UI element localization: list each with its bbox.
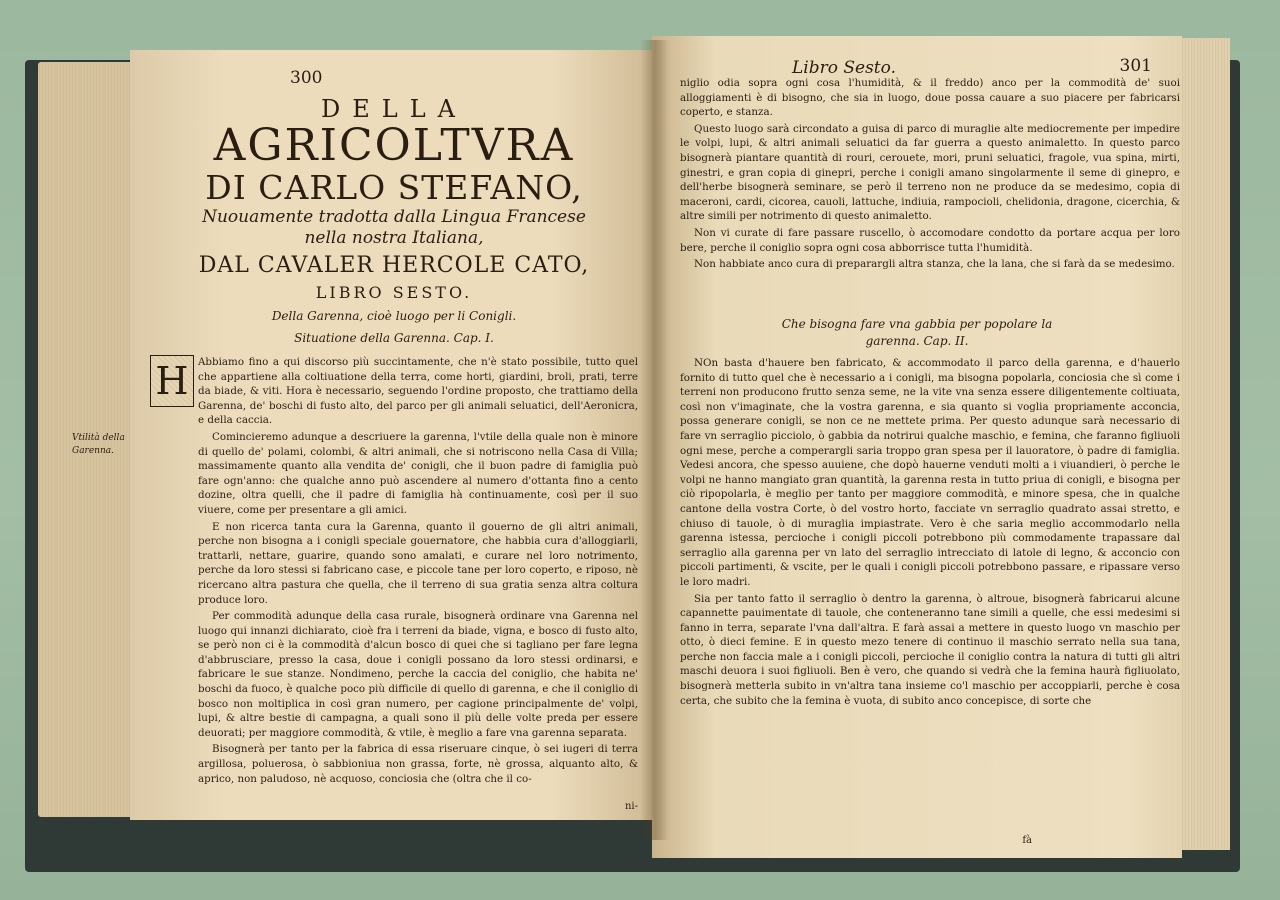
chapter-2-heading-line-1: Che bisogna fare vna gabbia per popolare la <box>781 317 1053 331</box>
title-line-1: DELLA <box>321 95 467 123</box>
paragraph: NOn basta d'hauere ben fabricato, & accommodato il parco della garenna, e d'hauerlo fornito di tutto quel che è necessario a i conigli, ma bisogna popolarla, conciosia che sì come i terreni non producono frutto senza seme, ne la vite vna senza essere diligentemente coltiuata, così non v'imaginate, che la vostra garenna, e sia quanto si voglia propriamente acconcia, possa generare conigli, se non ce ne mettete prima. Per questo adunque sarà necessario di fare vn serraglio picciolo, ò gabbia da notrirui qualche maschio, e femina, che faranno figliuoli ogni mese, perche a comperargli saria troppo gran spesa per il lauoratore, ò padre di famiglia. Vedesi ancora, che spesso auuiene, che dopò hauerne venduti molti a i viuandieri, ò perche le volpi ne hanno mangiato gran quantità, la garenna resta in tutto priua di conigli, e bisogna per ciò ripopolarla, è meglio per tanto per maggiore commodità, e minore spesa, che in qualche cantone della vostra Corte, ò del vostro horto, facciate vn serraglio quadrato assai stretto, e chiuso di tauole, ò di muraglia impiastrate. Vero è che saria meglio accommodarlo nella garenna istessa, percioche i conigli piccoli potrebbono più commodamente trapassare dal serraglio alla garenna per vn lato del serraglio intrecciato di latole di legno, & acconcio con piccoli partimenti, & vscite, per le quali i conigli piccoli potrebbono passare, e ripassare verso le loro madri. <box>680 357 1180 588</box>
right-page-number: 301 <box>1119 56 1152 76</box>
right-body-bottom <box>680 356 1180 710</box>
marginal-note: Vtilità della Garenna. <box>72 433 125 456</box>
chapter-2-heading <box>652 316 1182 350</box>
right-page-edges <box>1175 38 1230 850</box>
paragraph: Sia per tanto fatto il serraglio ò dentro la garenna, ò altroue, bisognerà fabricarui alcune capannette pauimentate di tauole, che conteneranno tane simili a quelle, che essi medesimi si fanno in terra, separate l'vna dall'altra. E farà assai a mettere in questo luogo vn maschio per otto, ò dieci femine. E in questo mezo tenere di continuo il maschio serrato nella sua tana, perche non faccia male a i conigli piccoli, percioche il coniglio contra la natura di tutti gli altri maschi deuora i suoi figliuoli. Ben è vero, che quando si vedrà che la femina haurà figliuolato, bisognerà metterla subito in vn'altra tana insieme co'l maschio per accoppiarli, perche è cosa certa, che subito che la femina è vuota, di subito anco concepisce, di sorte che <box>680 592 1180 707</box>
catchword: fà <box>1022 835 1032 846</box>
paragraph: Comincieremo adunque a descriuere la garenna, l'vtile della quale non è minore di quello de' polami, colombi, & altri animali, che si notriscono nella Casa di Villa; massimamente quanto alla vendita de' conigli, che il buon padre di famiglia può fare ogn'anno: che qualche anno può ascendere al numero d'ottanta fino a cento dozine, oltra quelli, che il padre di famiglia hà continuamente, così per il suo viuere, come per presentare a gli amici. <box>198 430 638 516</box>
paragraph: Per commodità adunque della casa rurale, bisognerà ordinare vna Garenna nel luogo qui innanzi dichiarato, cioè fra i terreni da biade, vigna, e bosco di fusto alto, se però non ci è la commodità d'alcun bosco di quei che si tagliano per fare legna d'abbrusciare, presso la casa, doue i conigli possano da loro stessi ordinarsi, e fabricare le sue stanze. Nondimeno, perche la caccia del coniglio, che habita ne' boschi da fuoco, è qualche poco più difficile di quello di garenna, e che il coniglio di bosco non moltiplica in così gran numero, per cagione principalmente de' volpi, lupi, & altre bestie di campagna, a quali sono il più delle volte preda per essere deuorati; per maggiore commodità, & vtile, è meglio a fare vna garenna separata. <box>198 610 638 739</box>
title-line-5: nella nostra Italiana, <box>304 228 484 248</box>
title-line-4: Nuouamente tradotta dalla Lingua Francese <box>202 207 586 227</box>
catchword: ni- <box>624 801 638 812</box>
left-body <box>198 355 638 788</box>
paragraph: Non vi curate di fare passare ruscello, ò accomodare condotto da portare acqua per loro bere, perche il coniglio sopra ogni cosa abborrisce tutta l'humidità. <box>680 226 1180 254</box>
paragraph: Bisognerà per tanto per la fabrica di essa riseruare cinque, ò sei iugeri di terra argillosa, poluerosa, ò sabbioniua non grassa, forte, nè grossa, alquanto alto, & aprico, non paludoso, nè acquoso, conciosia che (oltra che il co- <box>198 743 638 785</box>
title-line-2: AGRICOLTVRA <box>213 120 575 171</box>
paragraph: Non habbiate anco cura di preparargli altra stanza, che la lana, che si farà da se medesimo. <box>694 258 1175 271</box>
title-block <box>130 95 658 349</box>
paragraph: Abbiamo fino a qui discorso più succintamente, che n'è stato possibile, tutto quel che appartiene alla coltiuatione della terra, come horti, giardini, broli, prati, terre da biade, & viti. Hora è necessario, seguendo l'ordine proposto, che trattiamo della Garenna, de' boschi di fusto alto, del parco per gli animali seluatici, dell'Aeronicra, e della caccia. <box>198 356 638 427</box>
running-head: Libro Sesto. <box>792 58 896 78</box>
chapter-heading: Situatione della Garenna. Cap. I. <box>294 331 494 345</box>
paragraph: Questo luogo sarà circondato a guisa di parco di muraglie alte mediocremente per impedire le volpi, lupi, & altri animali seluatici da far guerra a questo animaletto. In questo parco bisognerà piantare quantità di rouri, cerouete, mori, pruni seluatici, fragole, vua spina, mirti, ginestri, e gran copia di ginepri, perche i conigli amano singolarmente il seme di ginepro, e dell'herbe bisognerà seminare, se però il terreno non ne produce da se medesimo, copia di maceroni, cardi, cicorea, cauoli, lattuche, indiuia, rampocioli, chelidonia, dragone, cicerchia, & altre simili per notrimento di questo animaletto. <box>680 122 1180 223</box>
title-line-6: DAL CAVALER HERCOLE CATO, <box>198 253 590 278</box>
right-page <box>652 36 1182 858</box>
title-line-3: DI CARLO STEFANO, <box>205 168 583 207</box>
drop-cap: H <box>150 355 194 407</box>
book-gutter <box>640 40 670 840</box>
title-line-7: LIBRO SESTO. <box>315 283 473 302</box>
paragraph: niglio odia sopra ogni cosa l'humidità, & il freddo) anco per la commodità de' suoi alloggiamenti è di bisogno, che sia in luogo, doue possa cauare a suo piacere per fabricarsi coperto, e stanza. <box>680 77 1180 119</box>
left-page-number: 300 <box>290 68 323 88</box>
chapter-2-heading-line-2: garenna. Cap. II. <box>865 334 969 348</box>
left-page <box>130 50 658 820</box>
right-body-top <box>680 76 1180 274</box>
paragraph: E non ricerca tanta cura la Garenna, quanto il gouerno de gli altri animali, perche non bisogna a i conigli speciale gouernatore, che habbia cura d'alloggiarli, trattarli, nettare, guarire, quando sono amalati, e curare nel loro notrimento, perche da loro stessi si fabricano case, e piccole tane per loro coperto, e riposo, nè ricercano altra pastura che quella, che il terreno di sua gratia senza altra coltura produce loro. <box>198 520 638 606</box>
section-heading: Della Garenna, cioè luogo per li Conigli. <box>271 309 517 323</box>
